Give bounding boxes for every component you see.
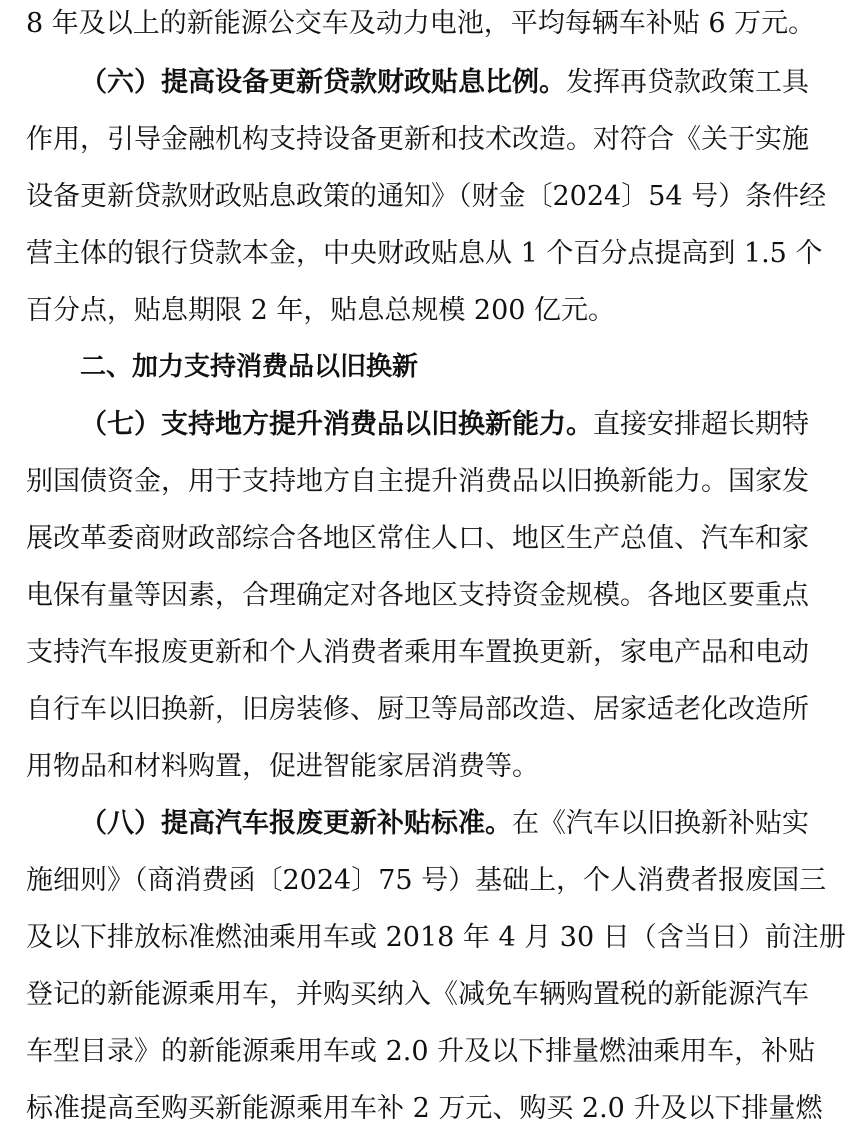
section-eight-title: （八）提高汽车报废更新补贴标准。 — [80, 808, 512, 839]
continuation-line: 8 年及以上的新能源公交车及动力电池，平均每辆车补贴 6 万元。 — [26, 8, 816, 39]
section-seven-text: 直接安排超长期特 — [593, 409, 809, 440]
heading-two: 二、加力支持消费品以旧换新 — [80, 352, 419, 382]
body-line: 登记的新能源乘用车，并购买纳入《减免车辆购置税的新能源汽车 — [26, 979, 809, 1010]
body-line: 百分点，贴息期限 2 年，贴息总规模 200 亿元。 — [26, 295, 616, 326]
section-eight-first-line — [80, 804, 809, 844]
body-line: 标准提高至购买新能源乘用车补 2 万元、购买 2.0 升及以下排量燃 — [26, 1093, 823, 1124]
section-six-text: 发挥再贷款政策工具 — [566, 67, 809, 98]
body-line: 电保有量等因素，合理确定对各地区支持资金规模。各地区要重点 — [26, 580, 809, 611]
body-line: 自行车以旧换新，旧房装修、厨卫等局部改造、居家适老化改造所 — [26, 694, 809, 725]
body-line: 及以下排放标准燃油乘用车或 2018 年 4 月 30 日（含当日）前注册 — [26, 922, 846, 953]
section-six-title: （六）提高设备更新贷款财政贴息比例。 — [80, 67, 566, 98]
body-line: 作用，引导金融机构支持设备更新和技术改造。对符合《关于实施 — [26, 124, 809, 155]
section-six-first-line — [80, 63, 809, 103]
body-line: 用物品和材料购置，促进智能家居消费等。 — [26, 751, 539, 782]
body-line: 支持汽车报废更新和个人消费者乘用车置换更新，家电产品和电动 — [26, 637, 809, 668]
body-line: 车型目录》的新能源乘用车或 2.0 升及以下排量燃油乘用车，补贴 — [26, 1036, 816, 1067]
section-seven-first-line — [80, 405, 809, 445]
body-line: 施细则》（商消费函〔2024〕75 号）基础上，个人消费者报废国三 — [26, 865, 827, 896]
section-seven-title: （七）支持地方提升消费品以旧换新能力。 — [80, 409, 593, 440]
body-line: 展改革委商财政部综合各地区常住人口、地区生产总值、汽车和家 — [26, 523, 809, 554]
body-line: 别国债资金，用于支持地方自主提升消费品以旧换新能力。国家发 — [26, 466, 809, 497]
section-eight-text: 在《汽车以旧换新补贴实 — [512, 808, 809, 839]
body-line: 设备更新贷款财政贴息政策的通知》（财金〔2024〕54 号）条件经 — [26, 181, 827, 212]
body-line: 营主体的银行贷款本金，中央财政贴息从 1 个百分点提高到 1.5 个 — [26, 238, 823, 269]
